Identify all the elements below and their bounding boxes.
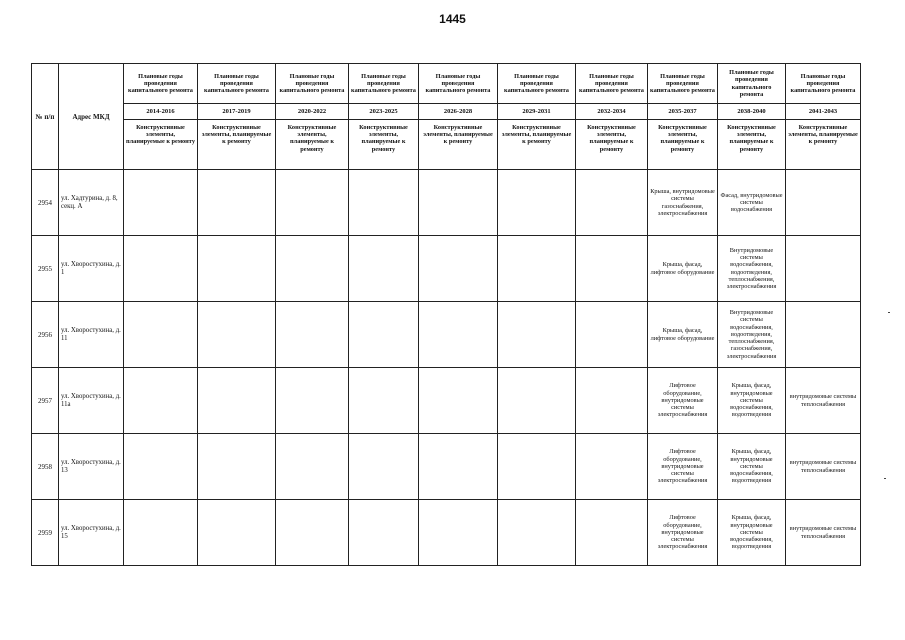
repair-elements-cell <box>276 302 349 368</box>
col-address-header: Адрес МКД <box>59 64 124 170</box>
repair-elements-cell: Крыша, фасад, внутридомовые системы водоснабжения, водоотведения <box>718 500 786 566</box>
period-header: Плановые годы проведения капитального ремонта <box>349 64 419 104</box>
repair-elements-cell <box>419 236 498 302</box>
repair-elements-cell <box>349 368 419 434</box>
period-years: 2029-2031 <box>498 104 576 120</box>
repair-elements-cell <box>786 302 861 368</box>
repair-elements-cell <box>419 302 498 368</box>
table-row <box>32 368 861 434</box>
repair-elements-cell: внутридомовые системы теплоснабжения <box>786 434 861 500</box>
repair-elements-cell <box>276 236 349 302</box>
repair-elements-cell: Внутридомовые системы водоснабжения, водоотведения, теплоснабжения, газоснабжения, электроснабжения <box>718 302 786 368</box>
repair-elements-cell <box>498 236 576 302</box>
period-years: 2026-2028 <box>419 104 498 120</box>
header-row <box>32 64 861 104</box>
repair-elements-cell: Крыша, фасад, внутридомовые системы водоснабжения, водоотведения <box>718 434 786 500</box>
repair-elements-cell <box>786 236 861 302</box>
capital-repair-table <box>31 63 861 566</box>
row-number: 2955 <box>32 236 59 302</box>
period-subheader: Конструктивные элементы, планируемые к ремонту <box>576 120 648 170</box>
period-header: Плановые годы проведения капитального ремонта <box>498 64 576 104</box>
repair-elements-cell <box>576 500 648 566</box>
period-years: 2020-2022 <box>276 104 349 120</box>
table-row <box>32 302 861 368</box>
period-subheader: Конструктивные элементы, планируемые к ремонту <box>124 120 198 170</box>
repair-elements-cell: Лифтовое оборудование, внутридомовые системы электроснабжения <box>648 434 718 500</box>
period-years: 2017-2019 <box>198 104 276 120</box>
repair-elements-cell <box>124 500 198 566</box>
table-row <box>32 170 861 236</box>
period-header: Плановые годы проведения капитального ремонта <box>198 64 276 104</box>
period-years: 2038-2040 <box>718 104 786 120</box>
repair-elements-cell <box>786 170 861 236</box>
row-number: 2959 <box>32 500 59 566</box>
repair-elements-cell: Крыша, фасад, лифтовое оборудование <box>648 302 718 368</box>
repair-elements-cell <box>419 170 498 236</box>
row-number: 2957 <box>32 368 59 434</box>
col-num-header: № п/п <box>32 64 59 170</box>
row-address: ул. Хворостухина, д. 11 <box>59 302 124 368</box>
repair-elements-cell <box>198 236 276 302</box>
row-address: ул. Хворостухина, д. 11а <box>59 368 124 434</box>
repair-elements-cell <box>349 500 419 566</box>
repair-elements-cell <box>124 368 198 434</box>
scan-speck <box>888 312 890 313</box>
row-number: 2956 <box>32 302 59 368</box>
page-number: 1445 <box>439 12 466 26</box>
repair-elements-cell <box>498 500 576 566</box>
repair-elements-cell <box>576 302 648 368</box>
repair-elements-cell <box>349 236 419 302</box>
repair-elements-cell <box>498 368 576 434</box>
repair-elements-cell <box>576 170 648 236</box>
repair-elements-cell <box>349 434 419 500</box>
repair-elements-cell <box>124 302 198 368</box>
repair-elements-cell <box>498 170 576 236</box>
repair-elements-cell <box>419 434 498 500</box>
repair-elements-cell <box>419 500 498 566</box>
period-header: Плановые годы проведения капитального ремонта <box>648 64 718 104</box>
period-subheader: Конструктивные элементы, планируемые к ремонту <box>718 120 786 170</box>
period-years: 2035-2037 <box>648 104 718 120</box>
row-address: ул. Хадтурина, д. 8, секц. А <box>59 170 124 236</box>
repair-elements-cell <box>276 500 349 566</box>
period-subheader: Конструктивные элементы, планируемые к ремонту <box>419 120 498 170</box>
period-header: Плановые годы проведения капитального ремонта <box>419 64 498 104</box>
repair-elements-cell <box>198 500 276 566</box>
table-row <box>32 236 861 302</box>
repair-elements-cell <box>198 434 276 500</box>
row-number: 2954 <box>32 170 59 236</box>
row-address: ул. Хворостухина, д. 13 <box>59 434 124 500</box>
repair-elements-cell <box>498 434 576 500</box>
repair-elements-cell <box>124 236 198 302</box>
repair-elements-cell <box>576 236 648 302</box>
repair-elements-cell <box>276 170 349 236</box>
repair-elements-cell <box>349 302 419 368</box>
subheader-row <box>32 120 861 170</box>
period-header: Плановые годы проведения капитального ремонта <box>276 64 349 104</box>
years-row <box>32 104 861 120</box>
period-subheader: Конструктивные элементы, планируемые к ремонту <box>648 120 718 170</box>
period-header: Плановые годы проведения капитального ремонта <box>718 64 786 104</box>
repair-elements-cell: внутридомовые системы теплоснабжения <box>786 500 861 566</box>
period-subheader: Конструктивные элементы, планируемые к ремонту <box>276 120 349 170</box>
period-years: 2041-2043 <box>786 104 861 120</box>
repair-elements-cell: Внутридомовые системы водоснабжения, водоотведения, теплоснабжения, электроснабжения <box>718 236 786 302</box>
repair-elements-cell <box>576 368 648 434</box>
repair-elements-cell <box>124 434 198 500</box>
repair-elements-cell: Фасад, внутридомовые системы водоснабжения <box>718 170 786 236</box>
period-header: Плановые годы проведения капитального ремонта <box>124 64 198 104</box>
period-years: 2014-2016 <box>124 104 198 120</box>
repair-elements-cell <box>419 368 498 434</box>
period-subheader: Конструктивные элементы, планируемые к ремонту <box>349 120 419 170</box>
repair-elements-cell <box>276 434 349 500</box>
period-header: Плановые годы проведения капитального ремонта <box>576 64 648 104</box>
period-years: 2032-2034 <box>576 104 648 120</box>
repair-elements-cell <box>124 170 198 236</box>
repair-elements-cell: Лифтовое оборудование, внутридомовые системы электроснабжения <box>648 368 718 434</box>
repair-elements-cell <box>498 302 576 368</box>
repair-elements-cell <box>198 368 276 434</box>
row-number: 2958 <box>32 434 59 500</box>
row-address: ул. Хворостухина, д. 1 <box>59 236 124 302</box>
period-header: Плановые годы проведения капитального ремонта <box>786 64 861 104</box>
repair-elements-cell <box>576 434 648 500</box>
period-years: 2023-2025 <box>349 104 419 120</box>
repair-elements-cell <box>276 368 349 434</box>
repair-elements-cell <box>349 170 419 236</box>
table-row <box>32 500 861 566</box>
repair-elements-cell: Крыша, фасад, лифтовое оборудование <box>648 236 718 302</box>
repair-elements-cell <box>198 302 276 368</box>
scan-speck <box>884 478 886 479</box>
period-subheader: Конструктивные элементы, планируемые к ремонту <box>786 120 861 170</box>
period-subheader: Конструктивные элементы, планируемые к ремонту <box>498 120 576 170</box>
repair-elements-cell: Лифтовое оборудование, внутридомовые системы электроснабжения <box>648 500 718 566</box>
repair-elements-cell: Крыша, внутридомовые системы газоснабжения, электроснабжения <box>648 170 718 236</box>
period-subheader: Конструктивные элементы, планируемые к ремонту <box>198 120 276 170</box>
table-row <box>32 434 861 500</box>
repair-elements-cell: внутридомовые системы теплоснабжения <box>786 368 861 434</box>
repair-elements-cell <box>198 170 276 236</box>
row-address: ул. Хворостухина, д. 15 <box>59 500 124 566</box>
repair-elements-cell: Крыша, фасад, внутридомовые системы водоснабжения, водоотведения <box>718 368 786 434</box>
